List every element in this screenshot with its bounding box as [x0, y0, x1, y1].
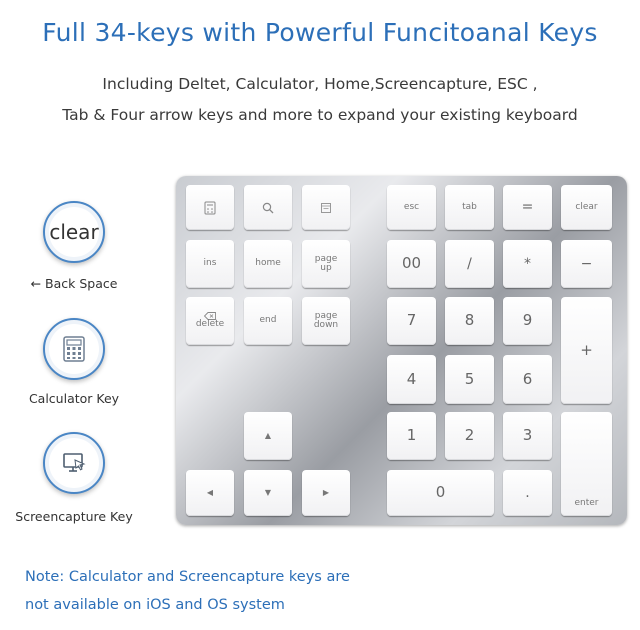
note-line-2: not available on iOS and OS system: [25, 597, 285, 613]
screencapture-icon: [320, 202, 332, 214]
numeric-keypad: [176, 176, 627, 525]
page-up-label-2: up: [320, 263, 332, 273]
asterisk-key[interactable]: *: [503, 240, 552, 288]
arrow-up-key[interactable]: ▲: [244, 412, 292, 460]
key-2[interactable]: 2: [445, 412, 494, 460]
arrow-down-key[interactable]: ▼: [244, 470, 292, 516]
page-up-label-1: page: [314, 253, 338, 264]
enter-key[interactable]: enter: [561, 412, 612, 516]
ins-key[interactable]: ins: [186, 240, 234, 288]
equals-key[interactable]: =: [503, 185, 552, 230]
calculator-callout-circle: [43, 318, 105, 380]
page-down-label-1: page: [314, 310, 338, 321]
screencapture-icon: [62, 452, 86, 474]
double-zero-key[interactable]: 00: [387, 240, 436, 288]
search-icon: [262, 202, 274, 214]
key-9[interactable]: 9: [503, 297, 552, 345]
page-down-label-2: down: [313, 320, 339, 330]
clear-callout-text: clear: [49, 220, 99, 244]
dot-key[interactable]: .: [503, 470, 552, 516]
search-key[interactable]: [244, 185, 292, 230]
clear-callout-circle: [43, 201, 105, 263]
key-4[interactable]: 4: [387, 355, 436, 404]
esc-key[interactable]: esc: [387, 185, 436, 230]
calculator-icon: [204, 201, 216, 215]
end-key[interactable]: end: [244, 297, 292, 345]
subtitle-line-2: Tab & Four arrow keys and more to expand your existing keyboard: [62, 106, 578, 124]
calculator-key[interactable]: [186, 185, 234, 230]
arrow-right-key[interactable]: ▶: [302, 470, 350, 516]
screencapture-key[interactable]: [302, 185, 350, 230]
key-1[interactable]: 1: [387, 412, 436, 460]
plus-key[interactable]: +: [561, 297, 612, 404]
tab-key[interactable]: tab: [445, 185, 494, 230]
screencapture-key-label: Screencapture Key: [15, 509, 133, 524]
home-key[interactable]: home: [244, 240, 292, 288]
key-0[interactable]: 0: [387, 470, 494, 516]
delete-key-label: delete: [195, 319, 225, 330]
page-up-key[interactable]: [302, 240, 350, 288]
delete-key[interactable]: [186, 297, 234, 345]
key-6[interactable]: 6: [503, 355, 552, 404]
key-7[interactable]: 7: [387, 297, 436, 345]
arrow-left-key[interactable]: ◀: [186, 470, 234, 516]
key-3[interactable]: 3: [503, 412, 552, 460]
back-space-label: ← Back Space: [30, 276, 118, 291]
note-line-1: Note: Calculator and Screencapture keys are: [25, 569, 350, 585]
key-8[interactable]: 8: [445, 297, 494, 345]
calculator-icon: [63, 336, 85, 362]
clear-key[interactable]: clear: [561, 185, 612, 230]
key-5[interactable]: 5: [445, 355, 494, 404]
page-down-key[interactable]: [302, 297, 350, 345]
minus-key[interactable]: −: [561, 240, 612, 288]
screencapture-callout-circle: [43, 432, 105, 494]
page-title: Full 34-keys with Powerful Funcitoanal Keys: [42, 18, 598, 47]
slash-key[interactable]: /: [445, 240, 494, 288]
calculator-key-label: Calculator Key: [28, 391, 120, 406]
subtitle-line-1: Including Deltet, Calculator, Home,Screencapture, ESC ,: [102, 75, 538, 93]
